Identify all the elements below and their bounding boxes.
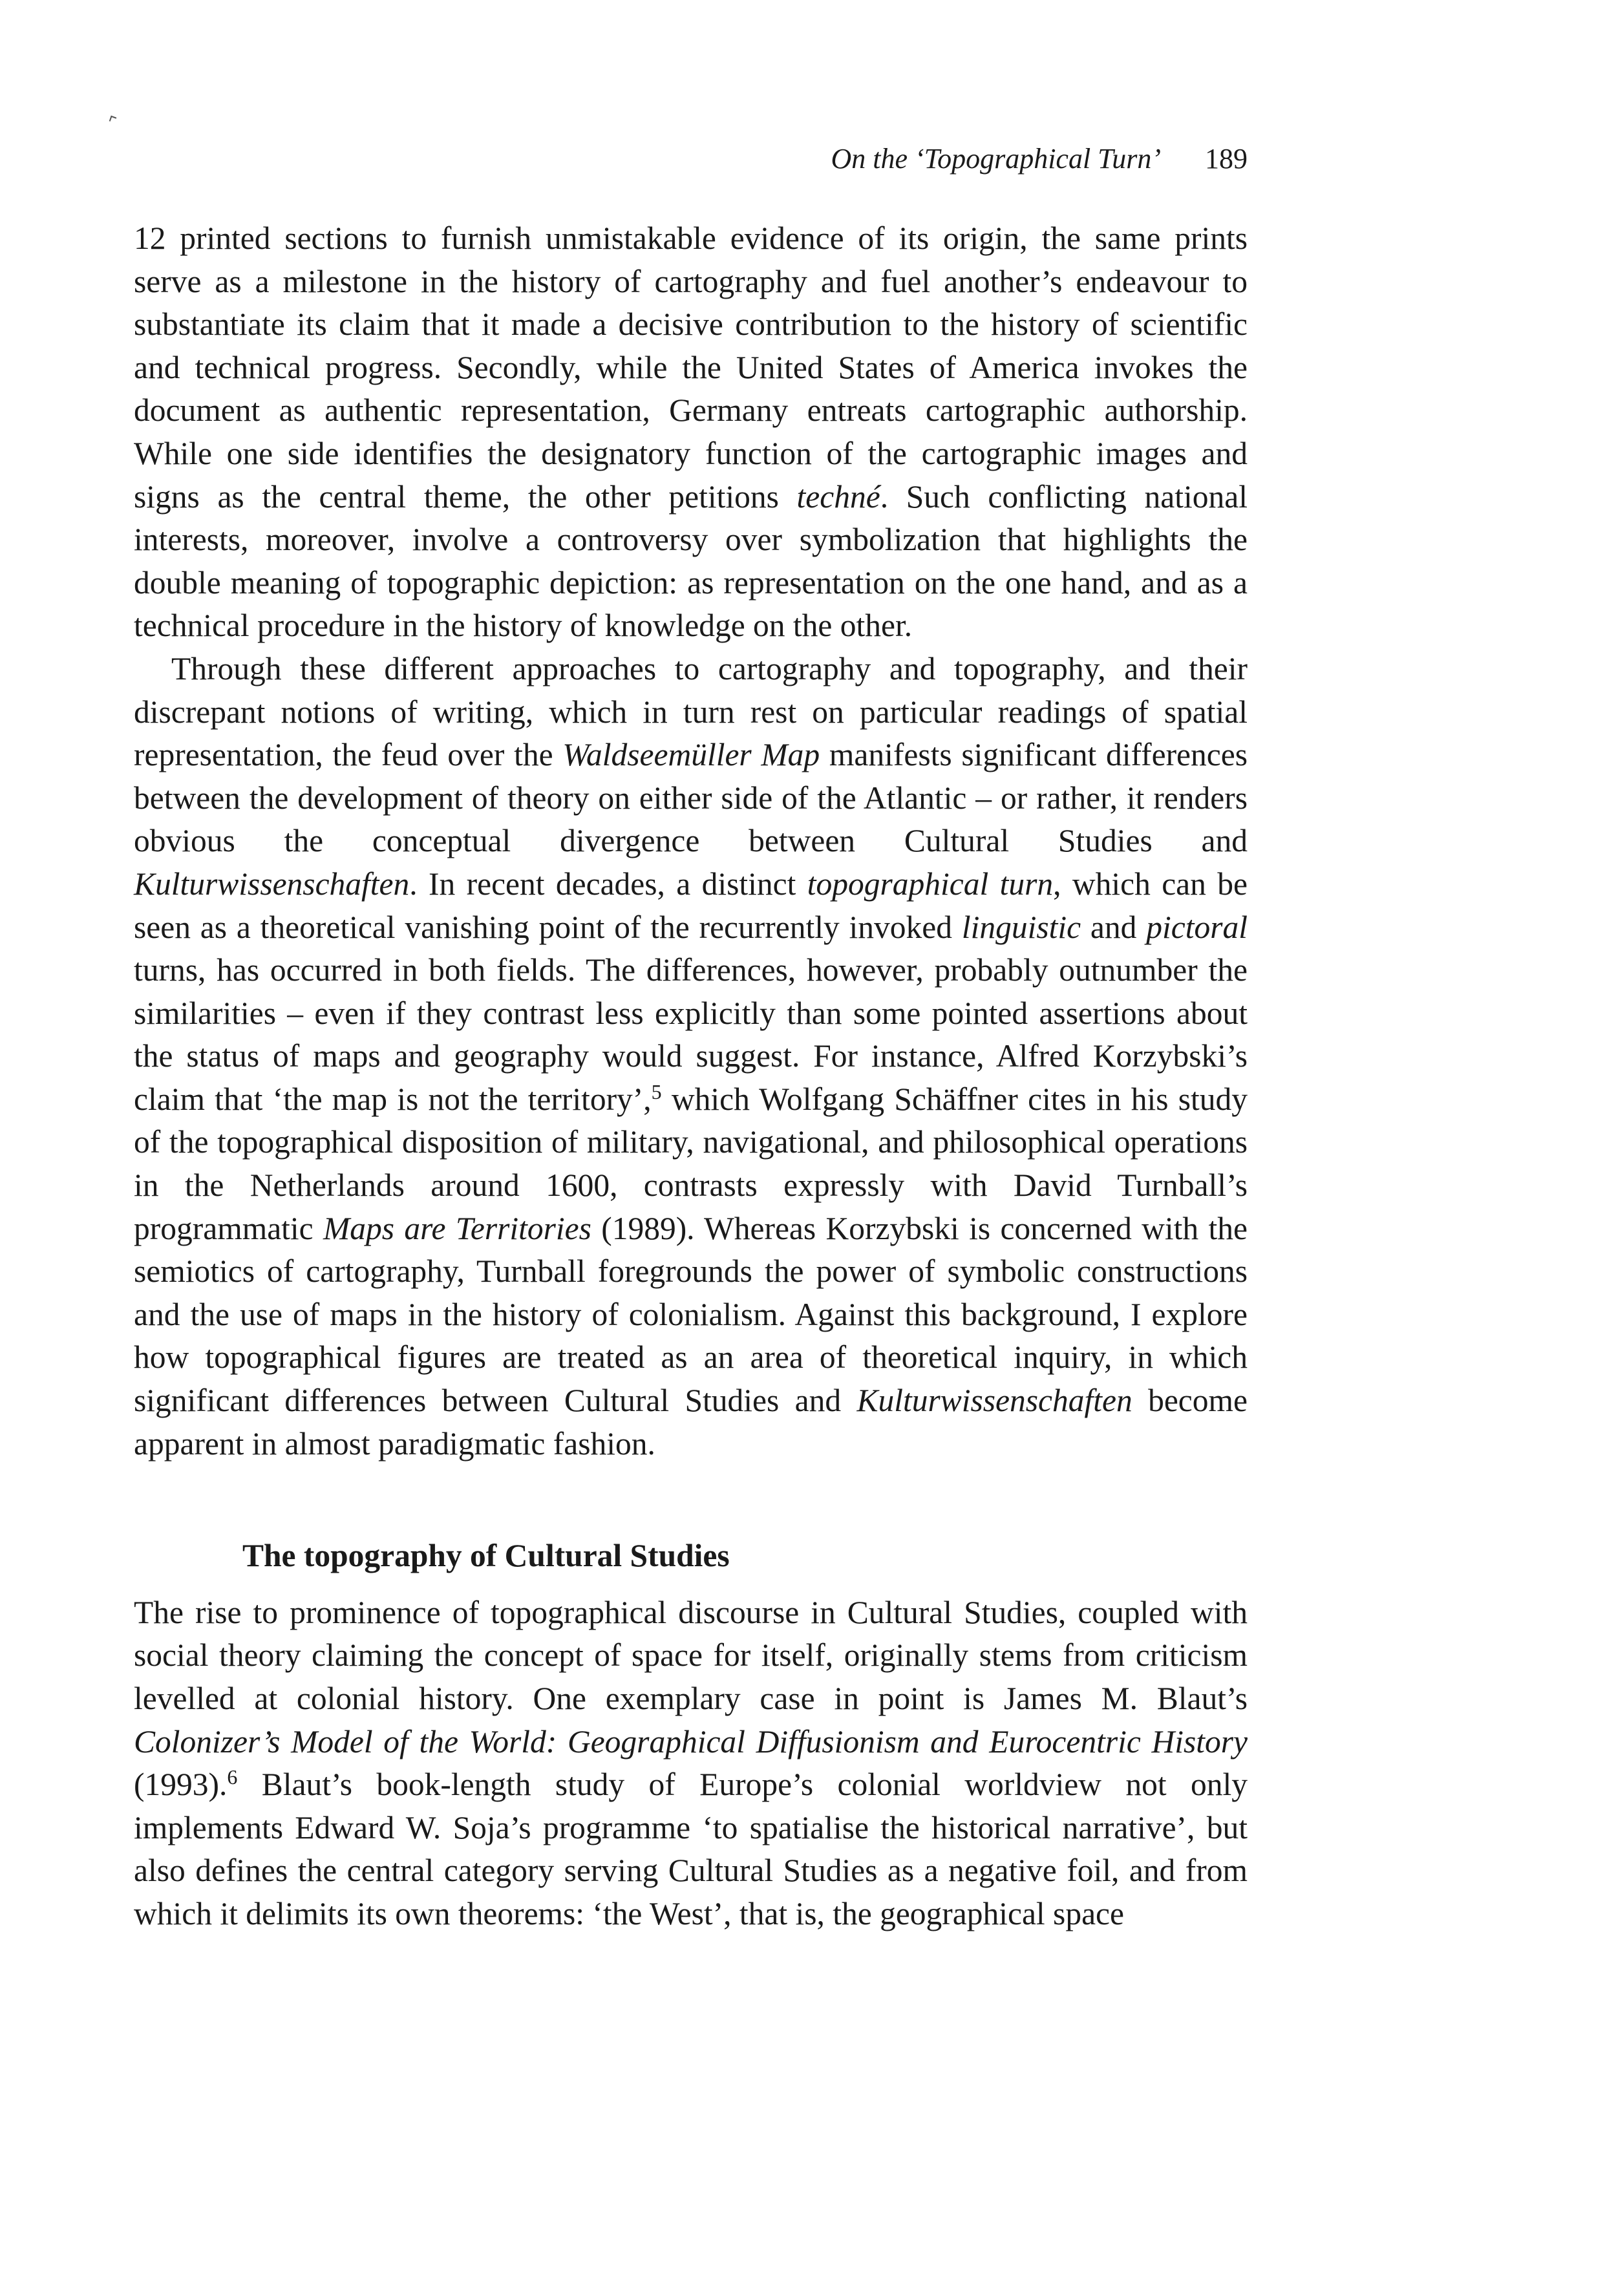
text-run: Blaut’s book-length study of Europe’s colonial worldview not only implements Edward W. Soja’s programme ‘to spatialise the historical narrative’, but also defines the central category serving Cultural Studies as a negative foil, and from which it delimits its own theorems: ‘the West’, that is, the geographical space [134, 1767, 1248, 1931]
page-header [743, 141, 1248, 177]
text-run: turns, has occurred in both fields. The differences, however, probably outnumber the similarities – even if they contrast less explicitly than some pointed assertions about the status of maps and geography would suggest. For instance, Alfred Korzybski’s claim that ‘the map is not the territory’, [134, 952, 1248, 1117]
body-text [134, 217, 1248, 1936]
text-run: The rise to prominence of topographical discourse in Cultural Studies, coupled with social theory claiming the concept of space for itself, originally stems from criticism levelled at colonial history. One exemplary case in point is James M. Blaut’s [134, 1594, 1248, 1716]
italic-run: Kulturwissenschaften [856, 1383, 1132, 1419]
scan-speck [109, 116, 117, 123]
footnote-ref: 6 [227, 1765, 238, 1789]
text-run: become apparent in almost paradigmatic fashion. [134, 1383, 1248, 1462]
italic-run: Waldseemüller Map [562, 737, 820, 773]
paragraph-3 [134, 1591, 1248, 1936]
italic-run: pictoral [1146, 909, 1248, 945]
text-run: 12 printed sections to furnish unmistakable evidence of its origin, the same prints serve as a milestone in the history of cartography and fuel another’s endeavour to substantiate its claim that it made a decisive contribution to the history of scientific and technical progress. Secondly, while the United States of America invokes the document as authentic representation, Germany entreats cartographic authorship. While one side identifies the designatory function of the cartographic images and signs as the central theme, the other petitions [134, 220, 1248, 515]
italic-run: techné [796, 478, 880, 515]
text-run: (1989). Whereas Korzybski is concerned with the semiotics of cartography, Turnball foregrounds the power of symbolic constructions and the use of maps in the history of colonialism. Against this background, I explore how topographical figures are treated as an area of theoretical inquiry, in which significant differences between Cultural Studies and [134, 1210, 1248, 1419]
italic-run: Maps are Territories [323, 1210, 591, 1246]
text-run: (1993). [134, 1767, 228, 1803]
footnote-ref: 5 [651, 1079, 662, 1103]
text-run: , which can be seen as a theoretical vanishing point of the recurrently invoked [134, 866, 1248, 945]
text-run: . Such conflicting national interests, moreover, involve a controversy over symbolization that highlights the double meaning of topographic depiction: as representation on the one hand, and as a technical procedure in the history of knowledge on the other. [134, 478, 1248, 644]
text-run: Through these different approaches to cartography and topography, and their discrepant notions of writing, which in turn rest on particular readings of spatial representation, the feud over the [134, 650, 1248, 773]
page-number: 189 [1205, 143, 1248, 175]
text-run: manifests significant differences between the development of theory on either side of the Atlantic – or rather, it renders obvious the conceptual divergence between Cultural Studies and [134, 737, 1248, 859]
italic-run: linguistic [961, 909, 1081, 945]
italic-run: topographical turn [807, 866, 1054, 902]
italic-run: Kulturwissenschaften [134, 866, 410, 902]
paragraph-1 [134, 217, 1248, 648]
running-title: On the ‘Topographical Turn’ [831, 143, 1161, 175]
text-run: which Wolfgang Schäffner cites in his study of the topographical disposition of military, navigational, and philosophical operations in the Netherlands around 1600, contrasts expressly with David Turnball’s programmatic [134, 1081, 1248, 1246]
section-heading: The topography of Cultural Studies [242, 1538, 730, 1574]
paragraph-2 [134, 648, 1248, 1465]
text-run: . In recent decades, a distinct [409, 866, 807, 902]
italic-run: Colonizer’s Model of the World: Geographical Diffusionism and Eurocentric History [134, 1723, 1248, 1759]
text-run: and [1081, 909, 1147, 945]
